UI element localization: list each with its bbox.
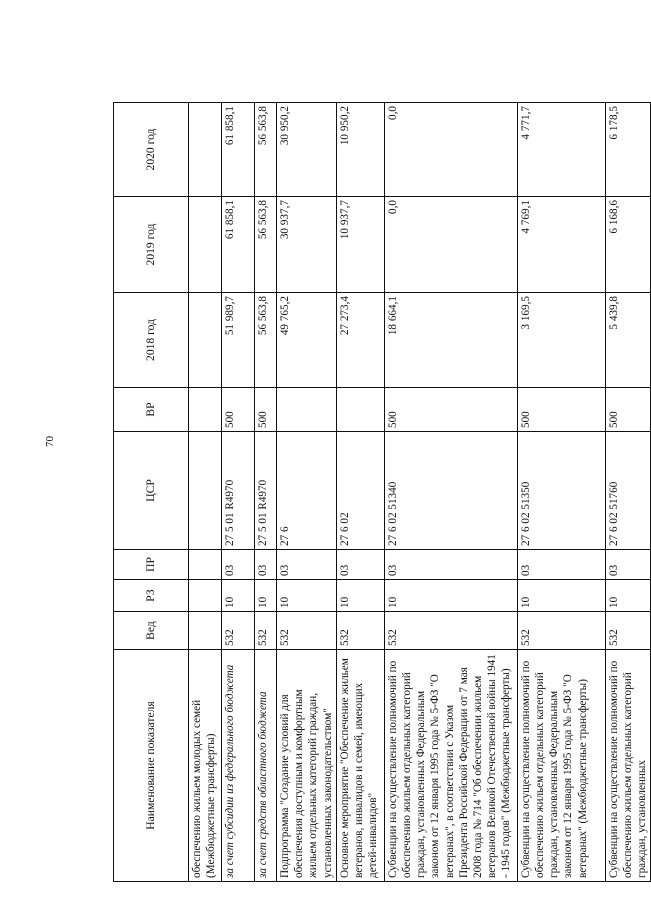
table-cell: 6 168,6 — [605, 197, 651, 293]
table-cell: 18 664,1 — [384, 293, 517, 388]
table-cell: 10 — [336, 580, 384, 612]
table-row — [189, 103, 222, 882]
column-header: РЗ — [114, 580, 189, 612]
table-cell: 10 — [605, 580, 651, 612]
table-row — [222, 103, 255, 882]
table-cell — [189, 293, 222, 388]
table-row — [255, 103, 277, 882]
table-cell: 532 — [605, 612, 651, 650]
table-cell — [189, 197, 222, 293]
table-cell: 0,0 — [384, 103, 517, 197]
table-cell: 56 563,8 — [255, 103, 277, 197]
table-cell — [189, 550, 222, 580]
table-cell — [189, 580, 222, 612]
column-header: 2020 год — [114, 103, 189, 197]
page-number: 70 — [44, 436, 56, 447]
table-cell — [277, 388, 337, 432]
table-cell: 03 — [255, 550, 277, 580]
indicator-name-cell: Подпрограмма "Создание условий для обеспечения доступным и комфортным жильем отдельных категорий граждан, установленных законодательством" — [277, 650, 337, 882]
indicator-name-cell: за счет средств областного бюджета — [255, 650, 277, 882]
table-cell: 6 178,5 — [605, 103, 651, 197]
column-header: ПР — [114, 550, 189, 580]
indicator-name-cell: Основное мероприятие "Обеспечение жильем ветеранов, инвалидов и семей, имеющих детей-инвалидов" — [336, 650, 384, 882]
table-cell: 61 858,1 — [222, 197, 255, 293]
table-cell: 0,0 — [384, 197, 517, 293]
table-cell: 03 — [277, 550, 337, 580]
table-cell: 10 — [255, 580, 277, 612]
table-cell — [189, 103, 222, 197]
indicator-name-cell: Субвенции на осуществление полномочий по обеспечению жильем отдельных категорий граждан, установленных Федеральным законом от 12 января 1995 года № 5-ФЗ "О ветеранах" (Межбюджетные трансферты) — [517, 650, 605, 882]
column-header: Вед — [114, 612, 189, 650]
table-cell: 56 563,8 — [255, 293, 277, 388]
table-cell: 61 858,1 — [222, 103, 255, 197]
table-cell: 500 — [255, 388, 277, 432]
table-cell: 3 169,5 — [517, 293, 605, 388]
table-cell: 27 6 — [277, 432, 337, 550]
table-cell: 532 — [517, 612, 605, 650]
table-cell: 27 6 02 51760 — [605, 432, 651, 550]
table-cell: 532 — [277, 612, 337, 650]
column-header: 2019 год — [114, 197, 189, 293]
table-cell: 30 937,7 — [277, 197, 337, 293]
indicator-name-cell: за счет субсидии из федерального бюджета — [222, 650, 255, 882]
table-cell: 4 771,7 — [517, 103, 605, 197]
table-body — [189, 103, 651, 882]
column-header: ЦСР — [114, 432, 189, 550]
column-header: 2018 год — [114, 293, 189, 388]
table-cell: 49 765,2 — [277, 293, 337, 388]
table-cell: 27 6 02 51340 — [384, 432, 517, 550]
table-cell: 27 5 01 R4970 — [255, 432, 277, 550]
table-cell: 10 — [517, 580, 605, 612]
table-cell: 4 769,1 — [517, 197, 605, 293]
table-cell: 03 — [517, 550, 605, 580]
table-cell: 03 — [222, 550, 255, 580]
indicator-name-cell: обеспечению жильем молодых семей (Межбюджетные трансферты) — [189, 650, 222, 882]
table-cell: 10 — [222, 580, 255, 612]
table-cell: 10 937,7 — [336, 197, 384, 293]
table-cell: 03 — [605, 550, 651, 580]
table-cell: 532 — [336, 612, 384, 650]
table-row — [517, 103, 605, 882]
indicator-name-cell: Субвенции на осуществление полномочий по обеспечению жильем отдельных категорий граждан, установленных Федеральным законом от 12 января 1995 года № 5-ФЗ "О ветеранах", в соответствии с Указом Президента Российской Федерации от 7 мая 2008 года № 714 "Об обеспечении жильем ветеранов Великой Отечественной войны 1941 - 1945 годов" (Межбюджетные трансферты) — [384, 650, 517, 882]
table-row — [336, 103, 384, 882]
table-cell — [189, 388, 222, 432]
header-row — [114, 103, 189, 882]
table-cell: 500 — [605, 388, 651, 432]
table-cell: 500 — [222, 388, 255, 432]
table-cell: 03 — [336, 550, 384, 580]
table-cell: 5 439,8 — [605, 293, 651, 388]
table-cell: 532 — [384, 612, 517, 650]
table-cell: 27 6 02 51350 — [517, 432, 605, 550]
table-cell: 532 — [255, 612, 277, 650]
table-cell — [189, 612, 222, 650]
column-header: Наименование показателя — [114, 650, 189, 882]
table-row — [605, 103, 651, 882]
table-cell: 51 989,7 — [222, 293, 255, 388]
table-cell: 500 — [517, 388, 605, 432]
table-row — [384, 103, 517, 882]
table-cell: 10 — [384, 580, 517, 612]
budget-table — [113, 102, 651, 882]
table-cell: 500 — [384, 388, 517, 432]
table-cell: 03 — [384, 550, 517, 580]
table-cell: 10 950,2 — [336, 103, 384, 197]
table-cell: 532 — [222, 612, 255, 650]
table-cell: 56 563,8 — [255, 197, 277, 293]
table-row — [277, 103, 337, 882]
table-cell — [336, 388, 384, 432]
table-cell: 27 273,4 — [336, 293, 384, 388]
table-cell — [189, 432, 222, 550]
indicator-name-cell: Субвенции на осуществление полномочий по обеспечению жильем отдельных категорий граждан, установленных — [605, 650, 651, 882]
table-cell: 30 950,2 — [277, 103, 337, 197]
table-cell: 10 — [277, 580, 337, 612]
table-cell: 27 5 01 R4970 — [222, 432, 255, 550]
table-cell: 27 6 02 — [336, 432, 384, 550]
column-header: ВР — [114, 388, 189, 432]
